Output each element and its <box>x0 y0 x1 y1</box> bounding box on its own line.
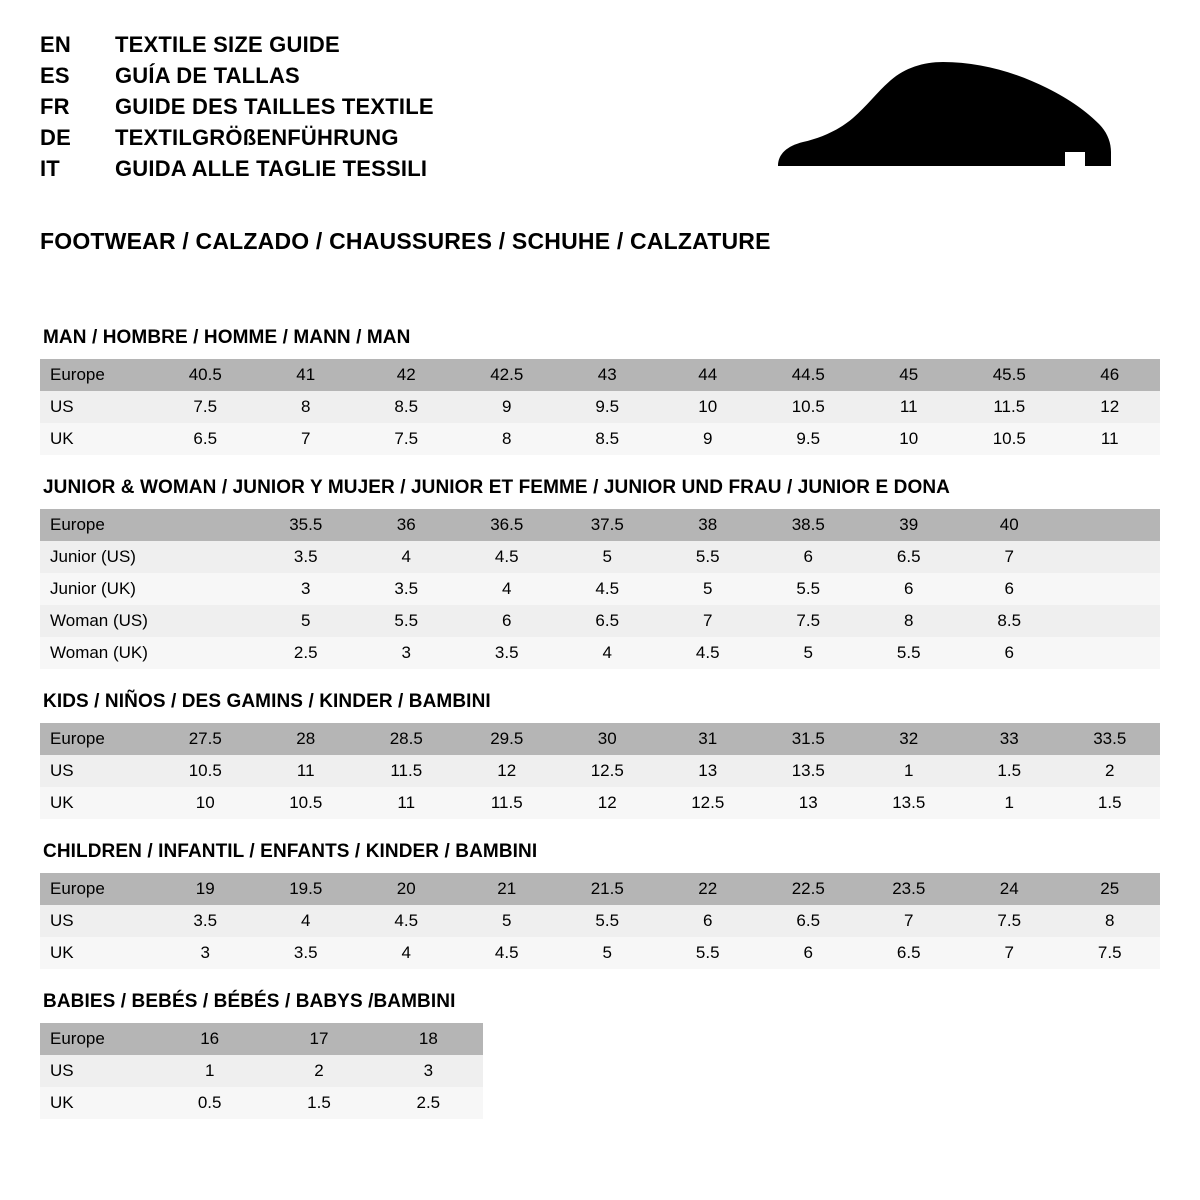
cell: 7.5 <box>155 391 256 423</box>
cell: 33 <box>959 723 1060 755</box>
cell: 7 <box>959 541 1060 573</box>
cell: 35.5 <box>256 509 357 541</box>
size-table <box>40 509 1160 669</box>
row-label: UK <box>40 787 155 819</box>
row-label: Europe <box>40 509 155 541</box>
cell <box>155 541 256 573</box>
cell: 2 <box>1060 755 1161 787</box>
row-label: UK <box>40 423 155 455</box>
table-row <box>40 423 1160 455</box>
cell: 20 <box>356 873 457 905</box>
cell: 4 <box>557 637 658 669</box>
cell: 42.5 <box>457 359 558 391</box>
cell: 28.5 <box>356 723 457 755</box>
cell: 4.5 <box>356 905 457 937</box>
cell: 1 <box>155 1055 264 1087</box>
table-row <box>40 573 1160 605</box>
cell: 42 <box>356 359 457 391</box>
cell: 23.5 <box>859 873 960 905</box>
cell: 13 <box>758 787 859 819</box>
cell: 1 <box>859 755 960 787</box>
cell <box>1060 605 1161 637</box>
section-junior-woman <box>40 477 1160 669</box>
cell: 7.5 <box>356 423 457 455</box>
cell <box>155 573 256 605</box>
cell: 25 <box>1060 873 1161 905</box>
language-row <box>40 127 434 149</box>
cell: 12.5 <box>658 787 759 819</box>
language-code: IT <box>40 156 60 181</box>
size-sections <box>40 327 1160 1119</box>
language-title-list <box>40 34 434 189</box>
cell: 6 <box>457 605 558 637</box>
category-title: FOOTWEAR / CALZADO / CHAUSSURES / SCHUHE / CALZATURE <box>40 228 771 254</box>
cell: 13.5 <box>758 755 859 787</box>
dress-shoe-icon <box>750 48 1130 198</box>
table-row <box>40 787 1160 819</box>
table-row <box>40 1055 483 1087</box>
cell <box>1060 637 1161 669</box>
cell: 7 <box>658 605 759 637</box>
cell: 2.5 <box>374 1087 483 1119</box>
cell: 13 <box>658 755 759 787</box>
row-label: Europe <box>40 1023 155 1055</box>
cell: 8.5 <box>356 391 457 423</box>
table-row <box>40 755 1160 787</box>
cell: 36.5 <box>457 509 558 541</box>
language-label: GUÍA DE TALLAS <box>115 63 300 88</box>
cell: 19.5 <box>256 873 357 905</box>
cell: 2.5 <box>256 637 357 669</box>
cell: 11.5 <box>457 787 558 819</box>
table-row <box>40 905 1160 937</box>
cell: 9 <box>658 423 759 455</box>
language-row <box>40 34 434 56</box>
row-label: US <box>40 905 155 937</box>
cell: 13.5 <box>859 787 960 819</box>
cell: 5.5 <box>658 541 759 573</box>
language-label: TEXTILGRÖßENFÜHRUNG <box>115 125 399 150</box>
row-label: UK <box>40 937 155 969</box>
cell: 45.5 <box>959 359 1060 391</box>
cell: 32 <box>859 723 960 755</box>
cell: 37.5 <box>557 509 658 541</box>
section-kids <box>40 691 1160 819</box>
cell: 7.5 <box>959 905 1060 937</box>
row-label: UK <box>40 1087 155 1119</box>
size-table <box>40 1023 483 1119</box>
cell: 4.5 <box>457 541 558 573</box>
cell <box>155 605 256 637</box>
cell: 11 <box>1060 423 1161 455</box>
cell: 8.5 <box>959 605 1060 637</box>
cell: 3.5 <box>356 573 457 605</box>
cell: 10 <box>155 787 256 819</box>
cell: 10.5 <box>959 423 1060 455</box>
cell: 8 <box>457 423 558 455</box>
cell: 11 <box>859 391 960 423</box>
cell: 5.5 <box>859 637 960 669</box>
cell: 19 <box>155 873 256 905</box>
cell: 21 <box>457 873 558 905</box>
cell: 3 <box>256 573 357 605</box>
table-row <box>40 873 1160 905</box>
cell: 1.5 <box>959 755 1060 787</box>
cell: 5.5 <box>658 937 759 969</box>
size-table <box>40 723 1160 819</box>
section-title: BABIES / BEBÉS / BÉBÉS / BABYS /BAMBINI <box>43 991 456 1012</box>
cell: 4 <box>356 541 457 573</box>
cell: 5.5 <box>557 905 658 937</box>
cell: 9.5 <box>758 423 859 455</box>
cell: 0.5 <box>155 1087 264 1119</box>
cell: 4.5 <box>457 937 558 969</box>
cell: 38.5 <box>758 509 859 541</box>
cell: 38 <box>658 509 759 541</box>
cell: 28 <box>256 723 357 755</box>
cell: 6 <box>959 573 1060 605</box>
page-header <box>40 34 1160 198</box>
row-label: Junior (US) <box>40 541 155 573</box>
cell: 10.5 <box>155 755 256 787</box>
cell: 31.5 <box>758 723 859 755</box>
cell: 6 <box>758 937 859 969</box>
cell <box>155 637 256 669</box>
row-label: Europe <box>40 723 155 755</box>
cell: 27.5 <box>155 723 256 755</box>
cell: 6.5 <box>155 423 256 455</box>
cell: 5.5 <box>356 605 457 637</box>
cell: 11 <box>356 787 457 819</box>
section-title: CHILDREN / INFANTIL / ENFANTS / KINDER / BAMBINI <box>43 841 538 862</box>
cell: 5 <box>557 937 658 969</box>
table-row <box>40 509 1160 541</box>
cell: 6.5 <box>859 937 960 969</box>
cell: 6 <box>859 573 960 605</box>
cell: 1 <box>959 787 1060 819</box>
cell: 8 <box>1060 905 1161 937</box>
row-label: Woman (US) <box>40 605 155 637</box>
cell: 45 <box>859 359 960 391</box>
cell: 12 <box>457 755 558 787</box>
cell: 22 <box>658 873 759 905</box>
row-label: US <box>40 391 155 423</box>
table-row <box>40 1023 483 1055</box>
cell <box>1060 573 1161 605</box>
cell: 40.5 <box>155 359 256 391</box>
cell: 2 <box>264 1055 373 1087</box>
cell: 6.5 <box>557 605 658 637</box>
cell: 10 <box>658 391 759 423</box>
cell: 1.5 <box>1060 787 1161 819</box>
cell: 39 <box>859 509 960 541</box>
cell: 10.5 <box>758 391 859 423</box>
cell: 8.5 <box>557 423 658 455</box>
table-row <box>40 723 1160 755</box>
table-row <box>40 541 1160 573</box>
section-title: MAN / HOMBRE / HOMME / MANN / MAN <box>43 327 411 348</box>
cell: 12.5 <box>557 755 658 787</box>
cell: 7 <box>859 905 960 937</box>
cell <box>1060 541 1161 573</box>
size-table <box>40 359 1160 455</box>
cell: 22.5 <box>758 873 859 905</box>
cell: 4 <box>256 905 357 937</box>
table-row <box>40 391 1160 423</box>
table-row <box>40 937 1160 969</box>
cell: 9 <box>457 391 558 423</box>
size-table <box>40 873 1160 969</box>
cell: 7.5 <box>758 605 859 637</box>
table-row <box>40 605 1160 637</box>
cell: 5 <box>557 541 658 573</box>
cell: 7.5 <box>1060 937 1161 969</box>
cell: 44 <box>658 359 759 391</box>
section-title: JUNIOR & WOMAN / JUNIOR Y MUJER / JUNIOR ET FEMME / JUNIOR UND FRAU / JUNIOR E DONA <box>43 477 951 498</box>
cell: 11 <box>256 755 357 787</box>
language-code: EN <box>40 32 71 57</box>
cell: 5.5 <box>758 573 859 605</box>
cell: 3 <box>155 937 256 969</box>
language-code: FR <box>40 94 70 119</box>
cell: 43 <box>557 359 658 391</box>
cell: 29.5 <box>457 723 558 755</box>
cell: 5 <box>658 573 759 605</box>
cell: 4 <box>457 573 558 605</box>
cell: 6 <box>658 905 759 937</box>
cell <box>1060 509 1161 541</box>
cell: 6.5 <box>758 905 859 937</box>
cell: 4.5 <box>658 637 759 669</box>
cell: 12 <box>557 787 658 819</box>
cell: 33.5 <box>1060 723 1161 755</box>
cell: 18 <box>374 1023 483 1055</box>
cell: 5 <box>256 605 357 637</box>
cell: 3.5 <box>256 937 357 969</box>
table-row <box>40 1087 483 1119</box>
cell: 10.5 <box>256 787 357 819</box>
cell: 3.5 <box>256 541 357 573</box>
cell: 4.5 <box>557 573 658 605</box>
cell: 41 <box>256 359 357 391</box>
cell: 16 <box>155 1023 264 1055</box>
language-code: DE <box>40 125 71 150</box>
row-label: US <box>40 755 155 787</box>
cell: 11.5 <box>356 755 457 787</box>
cell: 5 <box>457 905 558 937</box>
cell: 1.5 <box>264 1087 373 1119</box>
row-label: Woman (UK) <box>40 637 155 669</box>
section-man <box>40 327 1160 455</box>
section-title: KIDS / NIÑOS / DES GAMINS / KINDER / BAMBINI <box>43 691 491 712</box>
cell: 6 <box>758 541 859 573</box>
cell: 8 <box>256 391 357 423</box>
row-label: Europe <box>40 359 155 391</box>
cell: 12 <box>1060 391 1161 423</box>
cell: 10 <box>859 423 960 455</box>
cell: 24 <box>959 873 1060 905</box>
language-row <box>40 96 434 118</box>
cell: 31 <box>658 723 759 755</box>
cell: 6 <box>959 637 1060 669</box>
row-label: US <box>40 1055 155 1087</box>
cell: 5 <box>758 637 859 669</box>
cell: 9.5 <box>557 391 658 423</box>
cell: 7 <box>959 937 1060 969</box>
cell: 4 <box>356 937 457 969</box>
cell: 44.5 <box>758 359 859 391</box>
cell: 36 <box>356 509 457 541</box>
cell: 11.5 <box>959 391 1060 423</box>
cell: 8 <box>859 605 960 637</box>
cell: 3.5 <box>457 637 558 669</box>
section-babies <box>40 991 1160 1119</box>
cell: 46 <box>1060 359 1161 391</box>
table-row <box>40 359 1160 391</box>
language-row <box>40 158 434 180</box>
cell <box>155 509 256 541</box>
cell: 21.5 <box>557 873 658 905</box>
section-children <box>40 841 1160 969</box>
cell: 40 <box>959 509 1060 541</box>
row-label: Europe <box>40 873 155 905</box>
cell: 6.5 <box>859 541 960 573</box>
table-row <box>40 637 1160 669</box>
cell: 3 <box>374 1055 483 1087</box>
language-code: ES <box>40 63 70 88</box>
cell: 17 <box>264 1023 373 1055</box>
language-label: GUIDE DES TAILLES TEXTILE <box>115 94 434 119</box>
row-label: Junior (UK) <box>40 573 155 605</box>
language-row <box>40 65 434 87</box>
cell: 30 <box>557 723 658 755</box>
language-label: TEXTILE SIZE GUIDE <box>115 32 340 57</box>
cell: 3.5 <box>155 905 256 937</box>
cell: 3 <box>356 637 457 669</box>
cell: 7 <box>256 423 357 455</box>
language-label: GUIDA ALLE TAGLIE TESSILI <box>115 156 428 181</box>
